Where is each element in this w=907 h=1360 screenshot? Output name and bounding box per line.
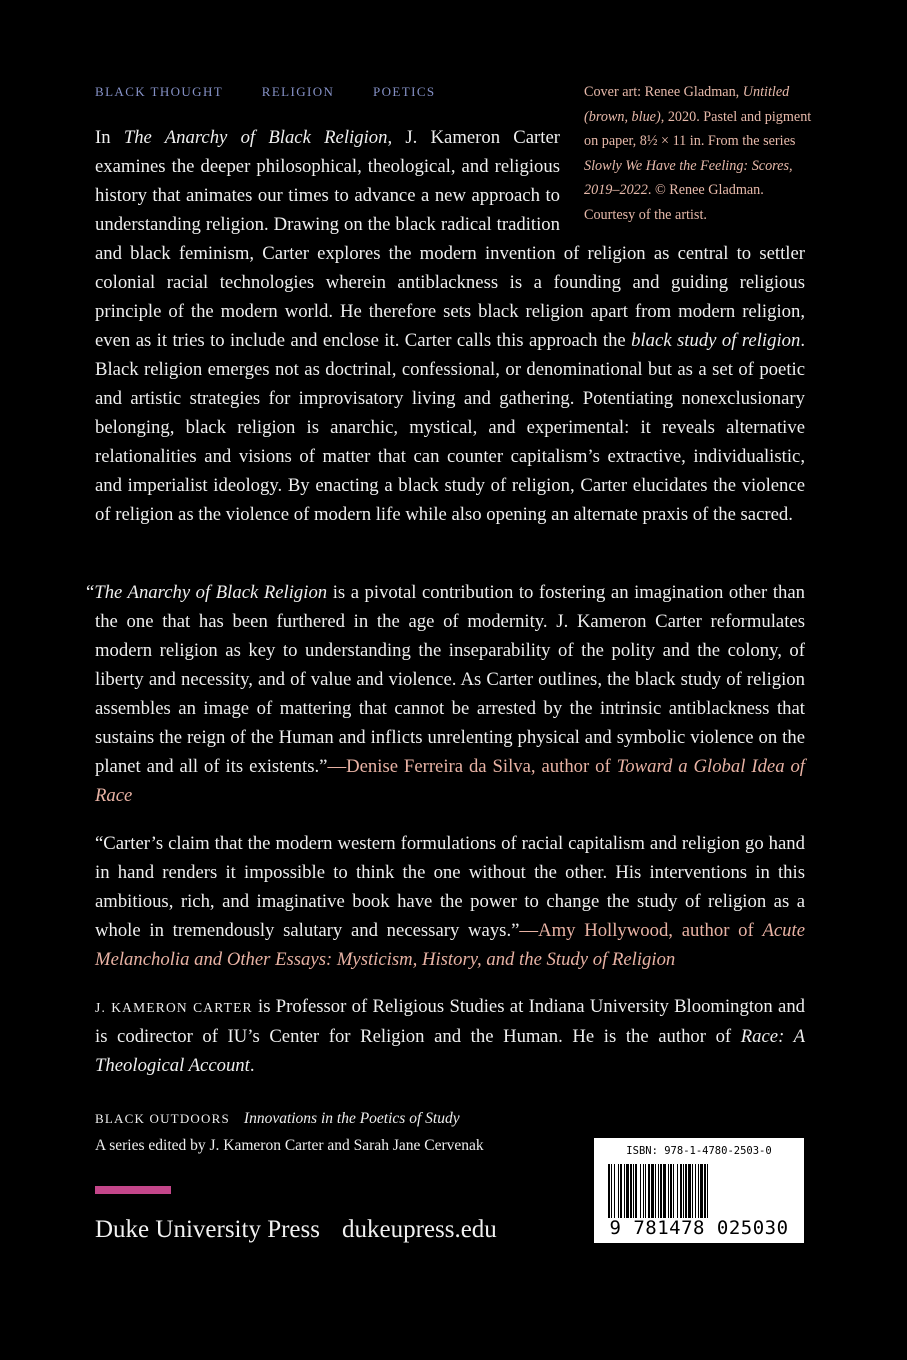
series-subtitle: Innovations in the Poetics of Study xyxy=(243,1110,460,1127)
barcode-stripe xyxy=(663,1164,666,1218)
author-bio xyxy=(95,992,805,1080)
book-title: The Anarchy of Black Religion xyxy=(123,127,388,148)
author-book-title: Race: A Theological Account xyxy=(95,1026,805,1076)
barcode-stripe xyxy=(688,1164,691,1218)
barcode-number: 9 781478 025030 xyxy=(609,1217,789,1239)
attribution-book-title: Acute Melancholia and Other Essays: Mysticism, History, and the Study of Religion xyxy=(95,920,805,970)
barcode-stripe xyxy=(648,1164,650,1218)
author-name: J. KAMERON CARTER xyxy=(95,1000,253,1015)
barcode-stripe xyxy=(707,1164,708,1218)
barcode-stripe xyxy=(645,1164,646,1218)
barcode-stripe xyxy=(670,1164,672,1218)
barcode-stripe xyxy=(695,1164,696,1218)
book-description xyxy=(95,123,805,529)
category-label: POETICS xyxy=(373,84,436,99)
book-title: The Anarchy of Black Religion xyxy=(94,582,328,603)
barcode-stripe xyxy=(651,1164,654,1218)
barcode-stripe xyxy=(626,1164,629,1218)
emphasis: black study of religion xyxy=(631,330,801,351)
barcode-stripe xyxy=(614,1164,615,1218)
barcode-stripe xyxy=(635,1164,637,1218)
barcode-stripe xyxy=(618,1164,619,1218)
barcode-stripe xyxy=(685,1164,687,1218)
barcode-stripe xyxy=(677,1164,678,1218)
blurb-2 xyxy=(95,829,805,974)
quote-text: is a pivotal contribution to fostering an imagination other than the one that has been furthered in the age of modernity. J. Kameron Carter reformulates modern religion as key to understanding the inseparability of the polity and the colony, of liberty and necessity, and of value and violence. As Carter outlines, the black study of religion assembles an image of mattering that cannot be arrested by the intrinsic antiblackness that sustains the reign of the Human and inflicts unrelenting physical and symbolic violence on the planet and all of its existents.” xyxy=(95,582,805,777)
barcode-stripe xyxy=(640,1164,641,1218)
artwork-title: Untitled (brown, blue) xyxy=(584,84,790,125)
barcode-stripe xyxy=(698,1164,699,1218)
description-text: , J. Kameron Carter examines the deeper philosophical, theological, and religious history that animates our times to advance a new approach to understanding religion. Drawing on the black radical tradition and black feminism, Carter explores the modern invention of religion as central to settler colonial racial technologies wherein antiblackness is a founding and guiding religious principle of the modern world. He therefore sets black religion apart from modern religion, even as it tries to include and enclose it. Carter calls this approach the xyxy=(95,127,805,351)
barcode-stripe xyxy=(633,1164,634,1218)
spacer xyxy=(560,123,805,235)
bio-text: is Professor of Religious Studies at Indiana University Bloomington and is codirector of IU’s Center for Religion and the Human. He is the author of xyxy=(95,996,806,1047)
blurb-1 xyxy=(86,578,805,810)
barcode-stripe xyxy=(611,1164,612,1218)
isbn-label: ISBN: 978-1-4780-2503-0 xyxy=(626,1145,772,1157)
quote-attribution: —Amy Hollywood, author of xyxy=(519,920,763,941)
quote-mark: “ xyxy=(86,582,95,603)
barcode-stripe xyxy=(643,1164,644,1218)
quote-text: “Carter’s claim that the modern western formulations of racial capitalism and religion go hand in hand renders it impossible to think the one without the other. His interventions in this ambitious, rich, and imaginative book have the power to change the study of religion as a whole in tremendously salutary and necessary ways.” xyxy=(95,833,805,941)
category-labels xyxy=(95,84,470,100)
barcode-stripe xyxy=(683,1164,684,1218)
description-text: . Black religion emerges not as doctrinal, confessional, or denominational but as a set of poetic and artistic strategies for improvisatory living and gathering. Potentiating nonexclusionary belonging, black religion is anarchic, mystical, and experimental: it reveals alternative relationalities and visions of matter that can counter capitalism’s extractive, individualistic, and imperialist ideology. By enacting a black study of religion, Carter elucidates the violence of religion as the violence of modern life while also opening an alternate praxis of the sacred. xyxy=(95,330,806,525)
cover-credit-text: . © Renee Gladman. Courtesy of the artist. xyxy=(584,182,764,223)
series-editors: A series edited by J. Kameron Carter and Sarah Jane Cervenak xyxy=(95,1137,484,1154)
category-label: BLACK THOUGHT xyxy=(95,84,224,99)
quote-attribution: —Denise Ferreira da Silva, author of xyxy=(327,756,617,777)
publisher-line xyxy=(95,1216,519,1244)
barcode-stripe xyxy=(692,1164,693,1218)
barcode-stripe xyxy=(680,1164,682,1218)
publisher-name: Duke University Press xyxy=(95,1216,320,1243)
barcode-icon xyxy=(608,1164,790,1218)
barcode-stripe xyxy=(700,1164,703,1218)
isbn-barcode xyxy=(594,1138,804,1243)
series-title: Slowly We Have the Feeling: Scores, 2019–2022 xyxy=(584,157,793,198)
barcode-stripe xyxy=(620,1164,622,1218)
barcode-stripe xyxy=(668,1164,669,1218)
cover-credit-text: Cover art: Renee Gladman, xyxy=(584,84,743,100)
attribution-book-title: Toward a Global Idea of Race xyxy=(95,756,805,806)
barcode-stripe xyxy=(658,1164,659,1218)
cover-credit-text: , 2020. Pastel and pigment on paper, 8½ × 11 in. From the series xyxy=(584,108,812,149)
barcode-stripe xyxy=(624,1164,625,1218)
barcode-stripe xyxy=(660,1164,662,1218)
barcode-stripe xyxy=(655,1164,656,1218)
barcode-stripe xyxy=(673,1164,674,1218)
barcode-stripe xyxy=(704,1164,706,1218)
barcode-stripe xyxy=(630,1164,632,1218)
series-line xyxy=(95,1110,460,1128)
series-name: BLACK OUTDOORS xyxy=(95,1111,230,1126)
barcode-stripe xyxy=(608,1164,610,1218)
accent-bar xyxy=(95,1186,171,1194)
category-label: RELIGION xyxy=(261,84,335,99)
publisher-url: dukeupress.edu xyxy=(341,1216,497,1243)
bio-text: . xyxy=(249,1055,255,1076)
description-text: In xyxy=(95,127,124,148)
